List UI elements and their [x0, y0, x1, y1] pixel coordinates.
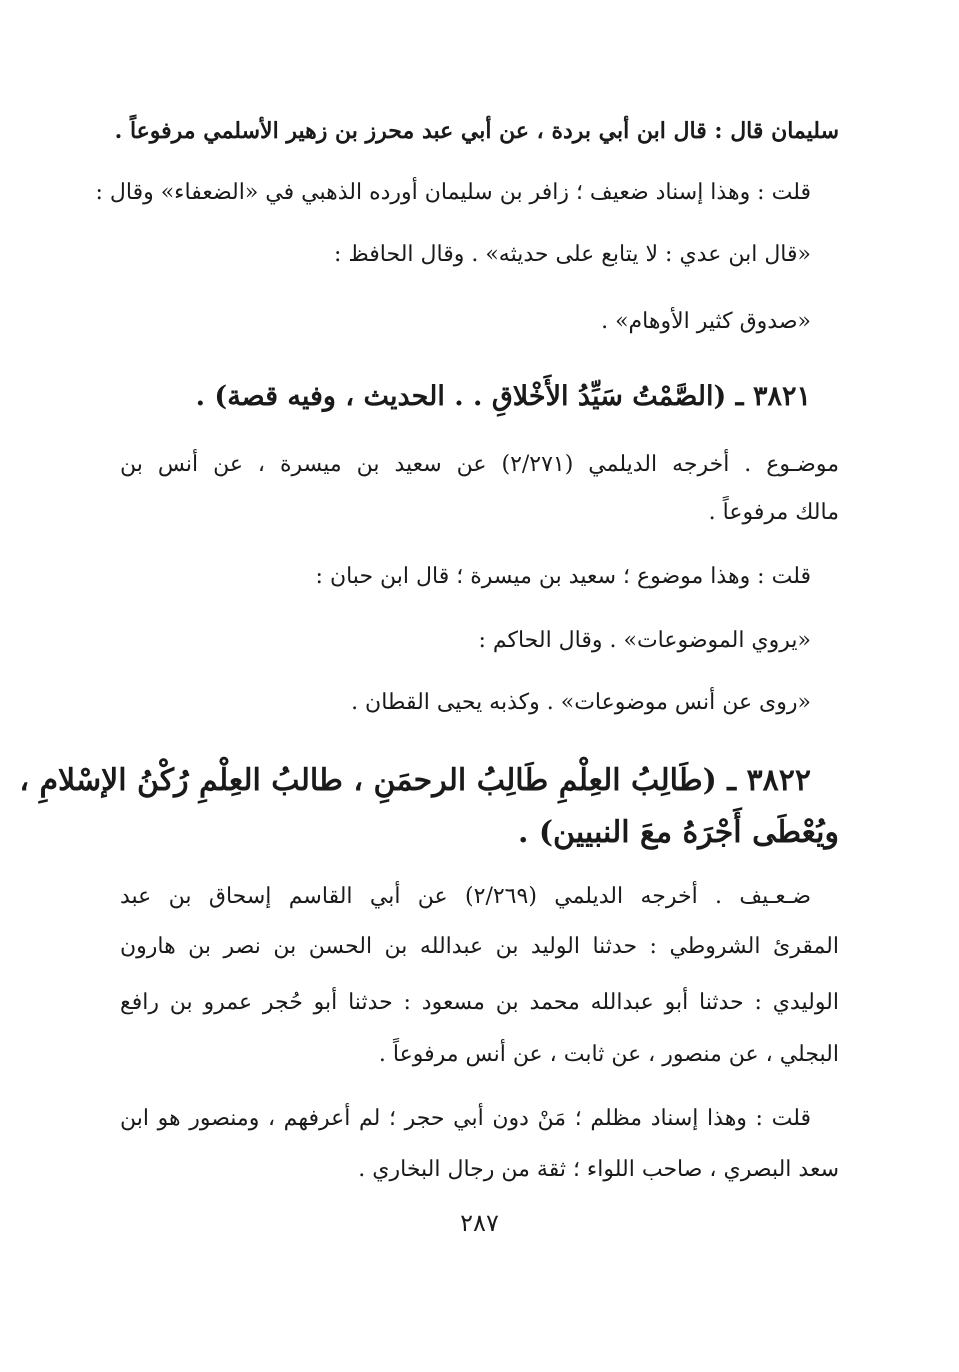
text-line: قلت : وهذا إسناد ضعيف ؛ زافر بن سليمان أورده الذهبي في «الضعفاء» وقال : [95, 180, 811, 205]
text-line: قلت : وهذا إسناد مظلم ؛ مَنْ دون أبي حجر ؛ لم أعرفهم ، ومنصور هو ابن [120, 1106, 811, 1131]
hadith-heading-3822: ٣٨٢٢ ـ (طَالِبُ العِلْمِ طَالِبُ الرحمَنِ ، طالبُ العِلْمِ رُكْنُ الإسْلامِ ، [19, 763, 811, 798]
text-line: ضـعـيف . أخرجه الديلمي (٢/٢٦٩) عن أبي القاسم إسحاق بن عبد [120, 884, 811, 909]
text-line: «روى عن أنس موضوعات» . وكذبه يحيى القطان . [351, 690, 811, 715]
text-line: «يروي الموضوعات» . وقال الحاكم : [478, 628, 811, 653]
text-line: سعد البصري ، صاحب اللواء ؛ ثقة من رجال البخاري . [358, 1157, 839, 1182]
text-line: قلت : وهذا موضوع ؛ سعيد بن ميسرة ؛ قال ابن حبان : [315, 564, 811, 589]
text-line: سليمان قال : قال ابن أبي بردة ، عن أبي عبد محرز بن زهير الأسلمي مرفوعاً . [114, 118, 839, 144]
page-number: ٢٨٧ [460, 1209, 499, 1237]
hadith-heading-3822-cont: ويُعْطَى أَجْرَهُ معَ النبيين) . [517, 815, 839, 850]
text-line: موضـوع . أخرجه الديلمي (٢/٢٧١) عن سعيد بن ميسرة ، عن أنس بن [120, 452, 839, 477]
text-line: «صدوق كثير الأوهام» . [601, 309, 811, 334]
text-line: مالك مرفوعاً . [708, 500, 839, 525]
text-line: البجلي ، عن منصور ، عن ثابت ، عن أنس مرفوعاً . [378, 1042, 839, 1067]
text-line: المقرئ الشروطي : حدثنا الوليد بن عبدالله بن الحسن بن نصر بن هارون [120, 934, 839, 959]
hadith-heading-3821: ٣٨٢١ ـ (الصَّمْتُ سَيِّدُ الأَخْلاقِ . . الحديث ، وفيه قصة) . [195, 381, 811, 412]
text-line: «قال ابن عدي : لا يتابع على حديثه» . وقال الحافظ : [334, 242, 811, 267]
text-line: الوليدي : حدثنا أبو عبدالله محمد بن مسعود : حدثنا أبو حُجر عمرو بن رافع [120, 990, 839, 1015]
